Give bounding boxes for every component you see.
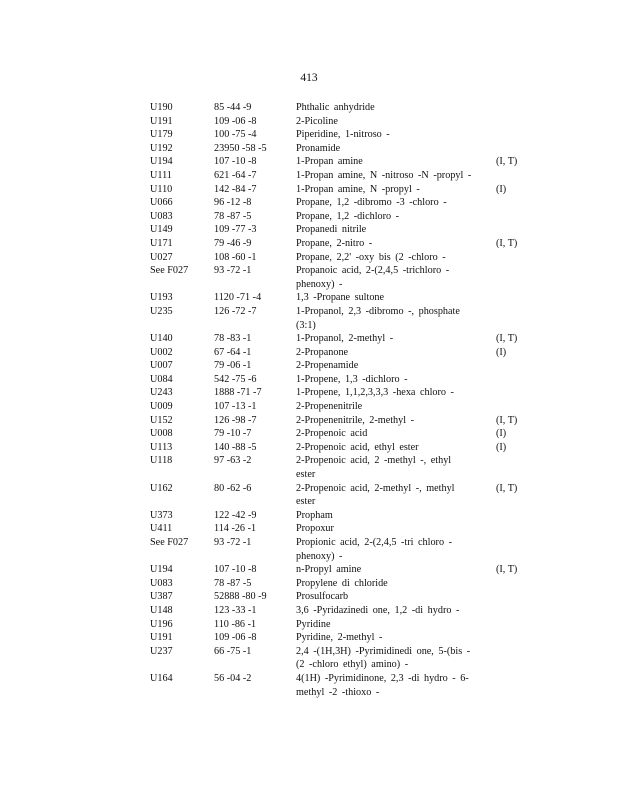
table-row xyxy=(150,264,530,291)
chemical-name xyxy=(296,563,496,577)
chemical-name xyxy=(296,482,496,509)
hazard-code xyxy=(496,142,530,156)
waste-code: U027 xyxy=(150,251,173,263)
cas-number: 93 -72 -1 xyxy=(214,537,252,548)
hazard-code: (I, T) xyxy=(496,156,518,168)
hazard-code xyxy=(496,536,530,563)
hazard-code xyxy=(496,196,530,210)
hazard-code xyxy=(496,509,530,523)
cas-number: 56 -04 -2 xyxy=(214,672,252,684)
hazard-code xyxy=(496,645,530,672)
chemical-name-line: Propanedi nitrile xyxy=(296,224,367,236)
chemical-name xyxy=(296,373,496,387)
table-row xyxy=(150,563,530,577)
waste-code: U192 xyxy=(150,142,173,154)
chemical-name xyxy=(296,251,496,265)
waste-code: U237 xyxy=(150,645,173,657)
cas-number: 542 -75 -6 xyxy=(214,373,257,385)
cas-number: 1888 -71 -7 xyxy=(214,387,262,399)
chemical-name xyxy=(296,645,496,672)
table-row xyxy=(150,223,530,237)
chemical-name xyxy=(296,414,496,428)
cas-number: 108 -60 -1 xyxy=(214,251,257,263)
waste-code: U194 xyxy=(150,156,173,168)
table-row xyxy=(150,509,530,523)
table-row xyxy=(150,577,530,591)
cas-number: 1120 -71 -4 xyxy=(214,292,262,304)
hazard-code xyxy=(496,210,530,224)
waste-code: U148 xyxy=(150,604,173,616)
table-row xyxy=(150,128,530,142)
chemical-name-line: ester xyxy=(296,469,316,481)
table-row xyxy=(150,386,530,400)
hazard-code: (I, T) xyxy=(496,237,518,249)
waste-code: See F027 xyxy=(150,537,189,548)
chemical-name-line: 3,6 -Pyridazinedi one, 1,2 -di hydro - xyxy=(296,604,460,616)
chemical-name-line: 1-Propan amine xyxy=(296,156,363,168)
hazard-code xyxy=(496,169,530,183)
chemical-name-line: (2 -chloro ethyl) amino) - xyxy=(296,659,409,671)
cas-number: 122 -42 -9 xyxy=(214,509,257,521)
cas-number: 93 -72 -1 xyxy=(214,265,252,277)
cas-number: 78 -87 -5 xyxy=(214,210,252,222)
hazard-code xyxy=(496,101,530,115)
hazard-code: (I, T) xyxy=(496,482,518,494)
cas-number: 78 -87 -5 xyxy=(214,577,252,589)
chemical-name-line: 4(1H) -Pyrimidinone, 2,3 -di hydro - 6- xyxy=(296,672,469,684)
waste-code: U164 xyxy=(150,672,173,684)
cas-number: 67 -64 -1 xyxy=(214,346,252,358)
hazard-code xyxy=(496,128,530,142)
waste-code: U193 xyxy=(150,292,173,304)
waste-code: U009 xyxy=(150,401,173,413)
chemical-name xyxy=(296,427,496,441)
hazard-code xyxy=(496,672,530,699)
chemical-name xyxy=(296,604,496,618)
table-row xyxy=(150,672,530,699)
cas-number: 52888 -80 -9 xyxy=(214,591,267,603)
hazard-code xyxy=(496,400,530,414)
waste-code: U002 xyxy=(150,346,173,358)
waste-code: U387 xyxy=(150,591,173,603)
hazard-code xyxy=(496,373,530,387)
hazard-code xyxy=(496,590,530,604)
table-row xyxy=(150,142,530,156)
chemical-name-line: 1-Propene, 1,1,2,3,3,3 -hexa chloro - xyxy=(296,387,454,399)
chemical-name-line: Prosulfocarb xyxy=(296,591,349,603)
waste-code: U083 xyxy=(150,210,173,222)
chemical-name xyxy=(296,577,496,591)
chemical-name xyxy=(296,115,496,129)
waste-code: U066 xyxy=(150,197,173,209)
chemical-name-line: Propanoic acid, 2-(2,4,5 -trichloro - xyxy=(296,265,450,277)
chemical-name-line: phenoxy) - xyxy=(296,550,343,562)
table-row xyxy=(150,183,530,197)
cas-number: 78 -83 -1 xyxy=(214,333,252,345)
chemical-name xyxy=(296,305,496,332)
hazard-code: (I) xyxy=(496,183,507,195)
cas-number: 107 -10 -8 xyxy=(214,564,257,576)
hazard-code: (I) xyxy=(496,428,507,440)
waste-code: U007 xyxy=(150,360,173,372)
chemical-name-line: Propionic acid, 2-(2,4,5 -tri chloro - xyxy=(296,537,452,548)
table-row xyxy=(150,155,530,169)
chemical-name xyxy=(296,128,496,142)
table-row xyxy=(150,427,530,441)
cas-number: 109 -77 -3 xyxy=(214,224,257,236)
chemical-name-line: Propane, 1,2 -dichloro - xyxy=(296,210,400,222)
chemical-name-line: 2-Propenamide xyxy=(296,360,359,372)
cas-number: 80 -62 -6 xyxy=(214,482,252,494)
table-row xyxy=(150,414,530,428)
chemical-name-line: Phthalic anhydride xyxy=(296,102,375,113)
table-row xyxy=(150,359,530,373)
waste-code: U243 xyxy=(150,387,173,399)
hazard-code xyxy=(496,359,530,373)
chemical-name-line: phenoxy) - xyxy=(296,278,343,290)
waste-code: U191 xyxy=(150,632,173,644)
chemical-name xyxy=(296,590,496,604)
hazard-code xyxy=(496,223,530,237)
cas-number: 100 -75 -4 xyxy=(214,129,257,141)
chemical-name xyxy=(296,441,496,455)
chemical-name-line: 2-Propenoic acid xyxy=(296,428,368,440)
chemical-name-line: 1,3 -Propane sultone xyxy=(296,292,385,304)
chemical-name xyxy=(296,522,496,536)
cas-number: 109 -06 -8 xyxy=(214,115,257,127)
chemical-name xyxy=(296,386,496,400)
chemical-name-line: 1-Propan amine, N -nitroso -N -propyl - xyxy=(296,169,472,181)
hazard-code xyxy=(496,522,530,536)
table-row xyxy=(150,373,530,387)
table-row xyxy=(150,618,530,632)
chemical-name-line: Propham xyxy=(296,509,333,521)
waste-code: U194 xyxy=(150,564,173,576)
table-row xyxy=(150,305,530,332)
waste-code: U152 xyxy=(150,414,173,426)
chemical-name-line: 2-Propenoic acid, ethyl ester xyxy=(296,441,419,453)
cas-number: 140 -88 -5 xyxy=(214,441,257,453)
table-row xyxy=(150,522,530,536)
cas-number: 621 -64 -7 xyxy=(214,169,257,181)
table-row xyxy=(150,210,530,224)
hazard-code xyxy=(496,264,530,291)
chemical-name xyxy=(296,264,496,291)
table-row xyxy=(150,645,530,672)
page-number: 413 xyxy=(300,72,318,84)
chemical-name-line: 2-Propenoic acid, 2-methyl -, methyl xyxy=(296,482,455,494)
hazard-code xyxy=(496,577,530,591)
hazard-code: (I, T) xyxy=(496,414,518,426)
hazard-code: (I) xyxy=(496,346,507,358)
cas-number: 79 -06 -1 xyxy=(214,360,252,372)
chemical-name xyxy=(296,101,496,115)
table-row xyxy=(150,482,530,509)
chemical-name-line: 1-Propanol, 2-methyl - xyxy=(296,333,394,345)
chemical-name xyxy=(296,536,496,563)
hazard-code xyxy=(496,115,530,129)
chemical-name-line: Propane, 2,2' -oxy bis (2 -chloro - xyxy=(296,251,446,263)
waste-code: U162 xyxy=(150,482,173,494)
cas-number: 114 -26 -1 xyxy=(214,523,257,535)
chemical-name xyxy=(296,291,496,305)
hazard-code xyxy=(496,305,530,332)
chemical-name xyxy=(296,237,496,251)
table-row xyxy=(150,400,530,414)
waste-code: U191 xyxy=(150,115,173,127)
chemical-name-line: Propane, 1,2 -dibromo -3 -chloro - xyxy=(296,197,447,209)
waste-code: U140 xyxy=(150,333,173,345)
cas-number: 23950 -58 -5 xyxy=(214,142,267,154)
waste-code: U190 xyxy=(150,102,173,113)
hazard-code xyxy=(496,291,530,305)
chemical-name-line: ester xyxy=(296,496,316,508)
waste-code: U113 xyxy=(150,441,173,453)
chemical-name-line: 2-Propanone xyxy=(296,346,349,358)
chemical-name xyxy=(296,359,496,373)
table-row xyxy=(150,251,530,265)
chemical-name xyxy=(296,454,496,481)
table-row xyxy=(150,631,530,645)
waste-code: U118 xyxy=(150,455,173,467)
chemical-name-line: 2-Propenenitrile, 2-methyl - xyxy=(296,414,415,426)
chemical-name-line: methyl -2 -thioxo - xyxy=(296,686,380,698)
chemical-name-line: 1-Propene, 1,3 -dichloro - xyxy=(296,373,408,385)
hazard-code: (I, T) xyxy=(496,564,518,576)
chemical-name-line: 2-Propenoic acid, 2 -methyl -, ethyl xyxy=(296,455,452,467)
waste-code: See F027 xyxy=(150,265,189,277)
waste-code: U171 xyxy=(150,237,173,249)
table-row xyxy=(150,346,530,360)
cas-number: 142 -84 -7 xyxy=(214,183,257,195)
hazard-code xyxy=(496,454,530,481)
chemical-name xyxy=(296,346,496,360)
waste-code: U196 xyxy=(150,618,173,630)
cas-number: 97 -63 -2 xyxy=(214,455,252,467)
chemical-name xyxy=(296,196,496,210)
chemical-name-line: Propane, 2-nitro - xyxy=(296,237,373,249)
waste-code: U110 xyxy=(150,183,173,195)
table-row xyxy=(150,291,530,305)
table-row xyxy=(150,115,530,129)
chemical-name-line: Pyridine xyxy=(296,618,331,630)
waste-code: U008 xyxy=(150,428,173,440)
chemical-name-line: Propylene di chloride xyxy=(296,577,388,589)
table-row xyxy=(150,536,530,563)
cas-number: 85 -44 -9 xyxy=(214,102,252,113)
hazard-code xyxy=(496,631,530,645)
cas-number: 79 -10 -7 xyxy=(214,428,252,440)
chemical-name-line: 2-Picoline xyxy=(296,115,338,127)
hazard-code xyxy=(496,386,530,400)
chemical-name xyxy=(296,631,496,645)
cas-number: 109 -06 -8 xyxy=(214,632,257,644)
waste-code: U179 xyxy=(150,129,173,141)
table-row xyxy=(150,169,530,183)
chemical-name xyxy=(296,400,496,414)
table-row xyxy=(150,590,530,604)
table-row xyxy=(150,454,530,481)
hazard-code xyxy=(496,251,530,265)
table-row xyxy=(150,441,530,455)
chemical-name xyxy=(296,223,496,237)
waste-code: U373 xyxy=(150,509,173,521)
chemical-name xyxy=(296,183,496,197)
hazard-code: (I) xyxy=(496,441,507,453)
chemical-name-line: Pyridine, 2-methyl - xyxy=(296,632,383,644)
waste-code-table xyxy=(150,101,530,699)
waste-code: U111 xyxy=(150,169,172,181)
table-row xyxy=(150,196,530,210)
chemical-name xyxy=(296,142,496,156)
cas-number: 107 -10 -8 xyxy=(214,156,257,168)
waste-code: U411 xyxy=(150,523,173,535)
chemical-name-line: Pronamide xyxy=(296,142,341,154)
table-row xyxy=(150,101,530,115)
cas-number: 79 -46 -9 xyxy=(214,237,252,249)
chemical-name xyxy=(296,169,496,183)
chemical-name-line: 1-Propan amine, N -propyl - xyxy=(296,183,420,195)
chemical-name xyxy=(296,672,496,699)
cas-number: 96 -12 -8 xyxy=(214,197,252,209)
chemical-name-line: Propoxur xyxy=(296,523,334,535)
waste-code: U083 xyxy=(150,577,173,589)
cas-number: 66 -75 -1 xyxy=(214,645,252,657)
waste-code: U149 xyxy=(150,224,173,236)
cas-number: 110 -86 -1 xyxy=(214,618,257,630)
cas-number: 123 -33 -1 xyxy=(214,604,257,616)
table-row xyxy=(150,237,530,251)
hazard-code xyxy=(496,618,530,632)
chemical-name-line: (3:1) xyxy=(296,319,316,331)
chemical-name-line: 2-Propenenitrile xyxy=(296,401,363,413)
chemical-name-line: 2,4 -(1H,3H) -Pyrimidinedi one, 5-(bis - xyxy=(296,645,471,657)
chemical-name-line: Piperidine, 1-nitroso - xyxy=(296,129,390,141)
chemical-name xyxy=(296,332,496,346)
cas-number: 126 -72 -7 xyxy=(214,305,257,317)
cas-number: 107 -13 -1 xyxy=(214,401,257,413)
chemical-name xyxy=(296,210,496,224)
chemical-name xyxy=(296,509,496,523)
hazard-code: (I, T) xyxy=(496,333,518,345)
chemical-name xyxy=(296,618,496,632)
waste-code: U084 xyxy=(150,373,173,385)
chemical-name xyxy=(296,155,496,169)
waste-code: U235 xyxy=(150,305,173,317)
chemical-name-line: 1-Propanol, 2,3 -dibromo -, phosphate xyxy=(296,305,460,317)
table-row xyxy=(150,604,530,618)
table-row xyxy=(150,332,530,346)
hazard-code xyxy=(496,604,530,618)
chemical-name-line: n-Propyl amine xyxy=(296,564,362,576)
cas-number: 126 -98 -7 xyxy=(214,414,257,426)
